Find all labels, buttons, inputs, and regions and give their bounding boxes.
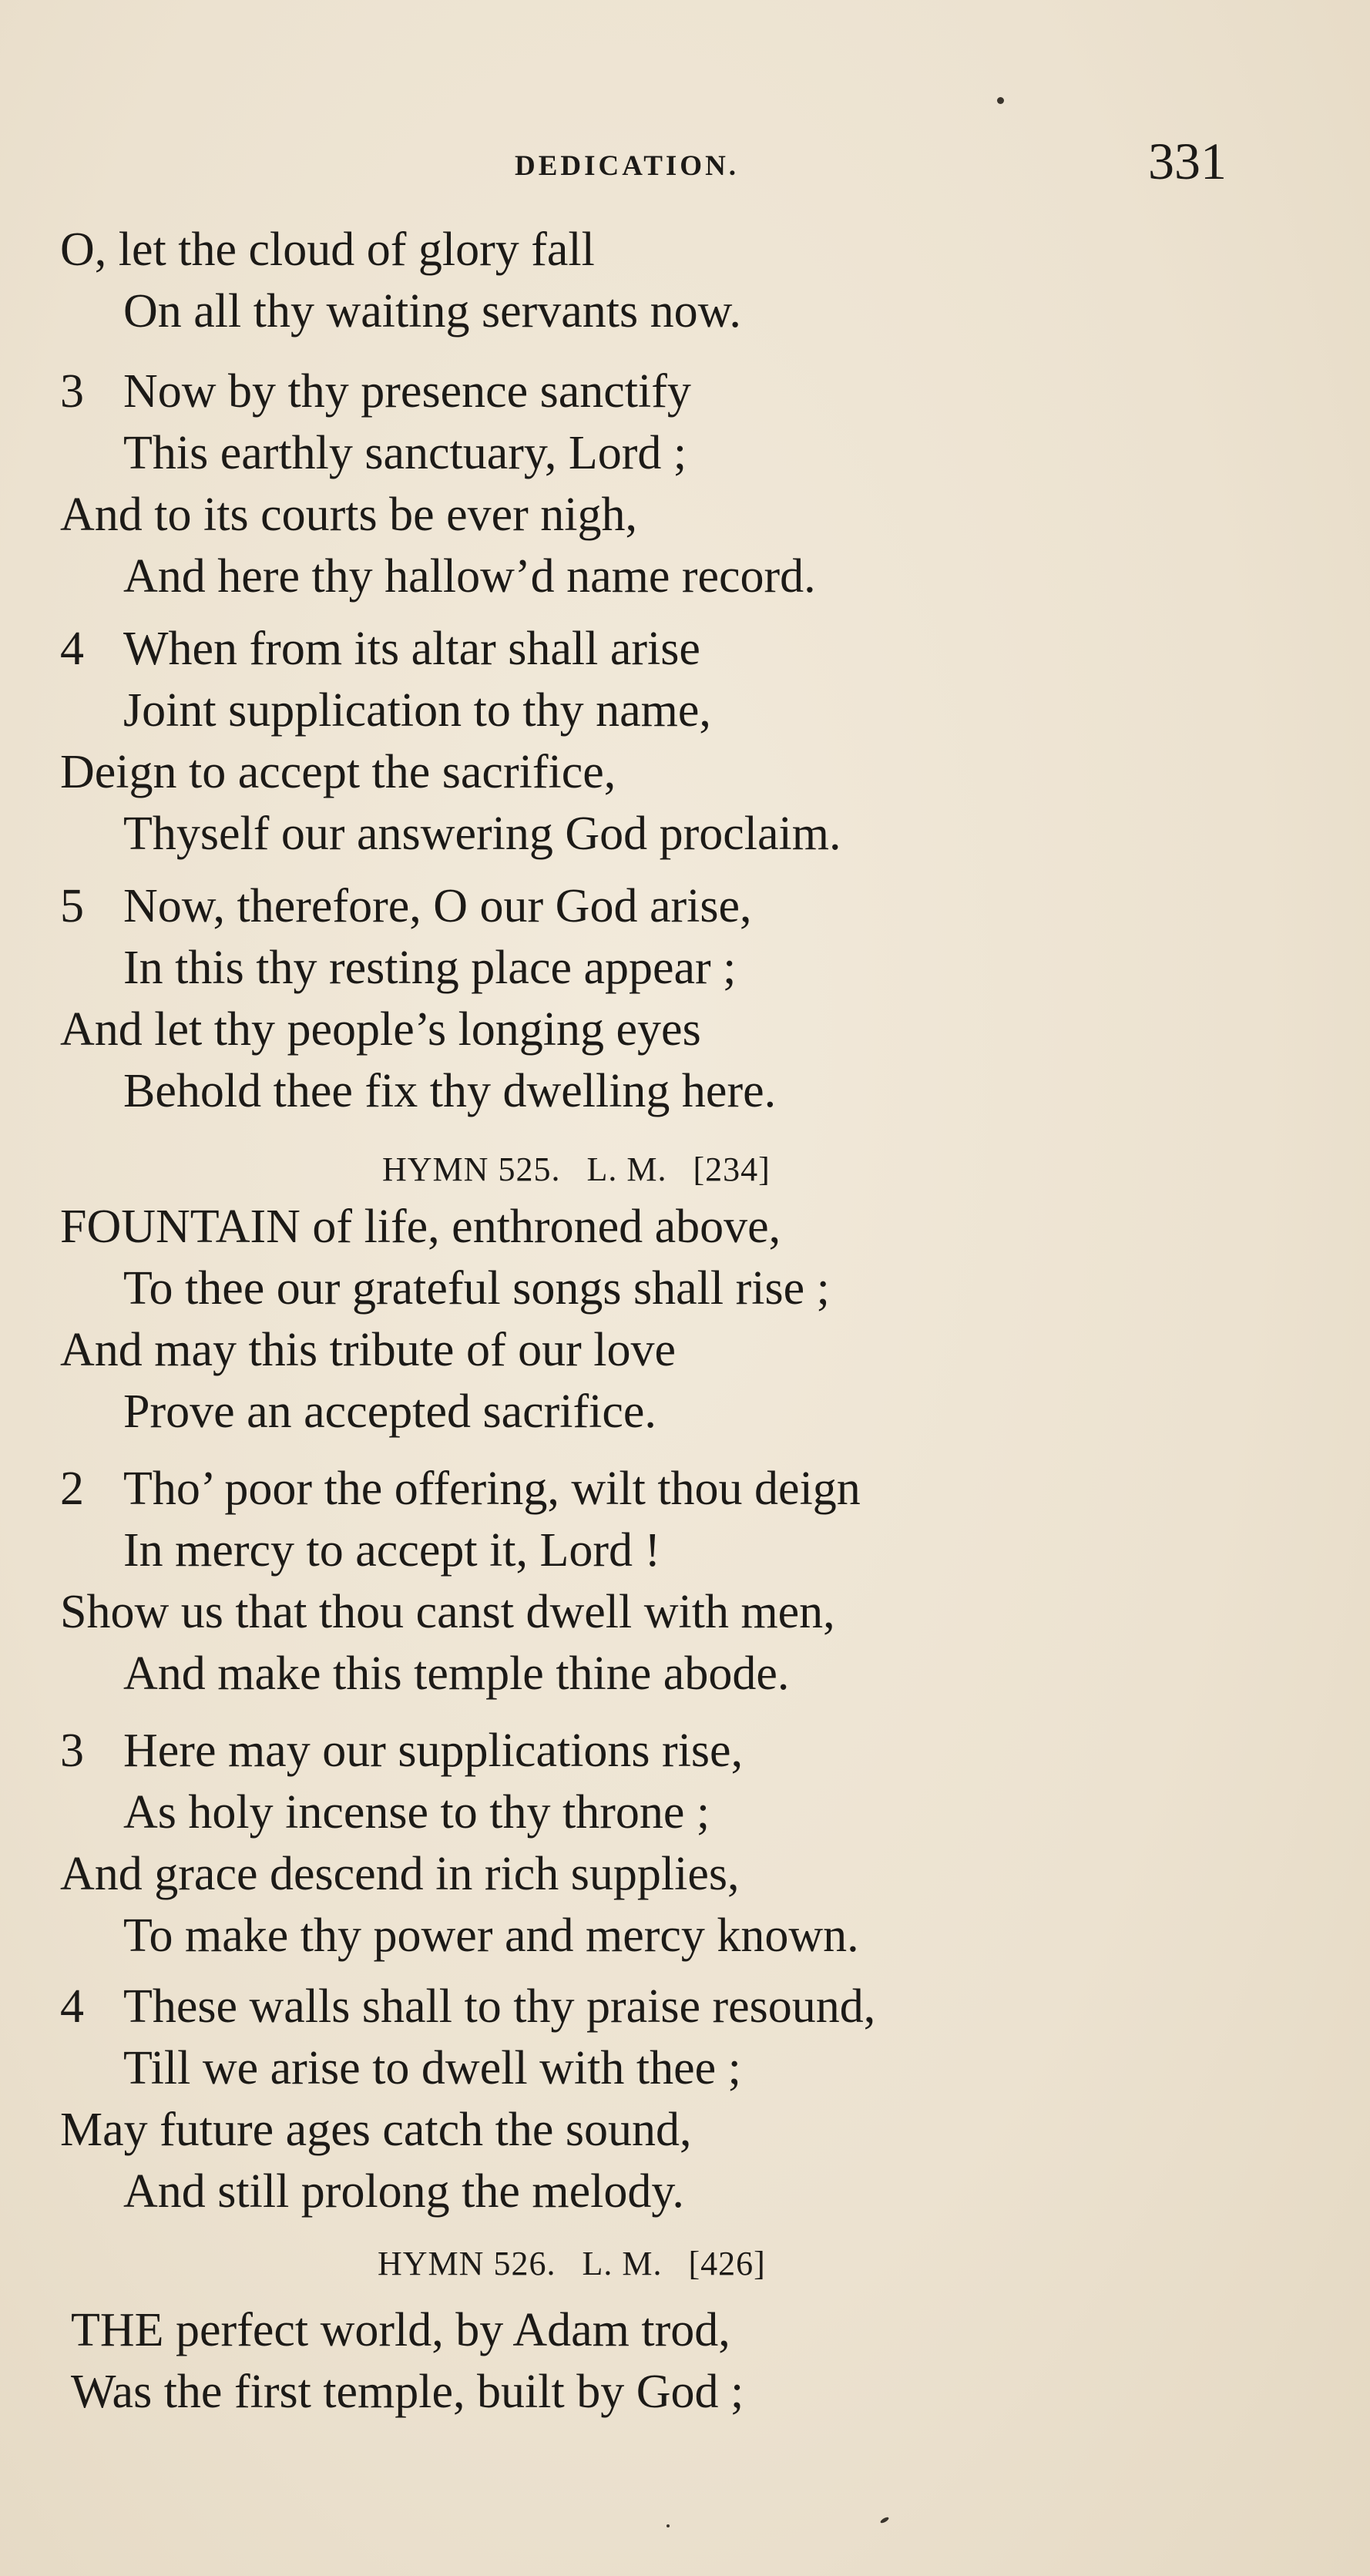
verse-line: Deign to accept the sacrifice, <box>60 746 616 798</box>
verse-line: And still prolong the melody. <box>123 2165 684 2218</box>
verse-line: Behold thee fix thy dwelling here. <box>123 1065 777 1117</box>
hymn-label: HYMN 525. <box>382 1150 561 1188</box>
verse-line <box>60 1197 781 1256</box>
hymn-label: HYMN 526. <box>378 2245 556 2282</box>
verse-line: May future ages catch the sound, <box>60 2104 692 2156</box>
verse-line: This earthly sanctuary, Lord ; <box>123 427 687 479</box>
verse-line: As holy incense to thy throne ; <box>123 1786 710 1839</box>
verse-line: Was the first temple, built by God ; <box>71 2366 744 2418</box>
verse-line: O, let the cloud of glory fall <box>60 223 595 276</box>
stanza-number: 3 <box>60 1725 84 1777</box>
verse-line: And let thy people’s longing eyes <box>60 1003 701 1056</box>
ink-speck <box>667 2524 670 2527</box>
hymn-first-word: FOUNTAIN <box>60 1201 301 1253</box>
verse-line: And here thy hallow’d name record. <box>123 550 816 603</box>
verse-line: On all thy waiting servants now. <box>123 285 741 338</box>
verse-line: And to its courts be ever nigh, <box>60 489 638 541</box>
stanza-number: 4 <box>60 623 84 675</box>
ink-speck <box>997 97 1004 104</box>
page-number: 331 <box>1148 132 1227 190</box>
hymn-first-word: THE <box>71 2304 164 2356</box>
verse-line: To make thy power and mercy known. <box>123 1909 859 1962</box>
verse-line: When from its altar shall arise <box>123 623 700 675</box>
verse-line: These walls shall to thy praise resound, <box>123 1980 876 2033</box>
hymn-meter: L. M. <box>582 2245 663 2282</box>
verse-line-rest: perfect world, by Adam trod, <box>176 2304 730 2356</box>
verse-line-rest: of life, enthroned above, <box>312 1201 781 1253</box>
hymn-tune: [234] <box>693 1150 771 1188</box>
ink-speck <box>880 2516 890 2524</box>
stanza-number: 4 <box>60 1980 84 2033</box>
verse-line: To thee our grateful songs shall rise ; <box>123 1262 830 1315</box>
verse-line: And grace descend in rich supplies, <box>60 1848 740 1900</box>
verse-line: Prove an accepted sacrifice. <box>123 1385 656 1438</box>
verse-line: Tho’ poor the offering, wilt thou deign <box>123 1463 861 1515</box>
verse-line <box>71 2301 730 2359</box>
stanza-number: 3 <box>60 365 84 418</box>
verse-line: Till we arise to dwell with thee ; <box>123 2042 741 2094</box>
hymn-heading <box>382 1150 787 1189</box>
running-title: DEDICATION. <box>515 150 740 182</box>
stanza-number: 5 <box>60 880 84 932</box>
hymn-meter: L. M. <box>586 1150 667 1188</box>
verse-line: Thyself our answering God proclaim. <box>123 808 841 860</box>
running-head <box>0 131 1370 200</box>
stanza-number: 2 <box>60 1463 84 1515</box>
verse-line: In this thy resting place appear ; <box>123 942 737 994</box>
verse-line: Joint supplication to thy name, <box>123 684 711 737</box>
verse-line: Here may our supplications rise, <box>123 1725 744 1777</box>
verse-line: Now by thy presence sanctify <box>123 365 691 418</box>
verse-line: And make this temple thine abode. <box>123 1647 790 1700</box>
verse-line: Now, therefore, O our God arise, <box>123 880 752 932</box>
verse-line: Show us that thou canst dwell with men, <box>60 1586 835 1638</box>
verse-line: In mercy to accept it, Lord ! <box>123 1524 661 1577</box>
hymn-tune: [426] <box>688 2245 766 2282</box>
hymn-heading <box>378 2244 783 2283</box>
verse-line: And may this tribute of our love <box>60 1324 676 1376</box>
